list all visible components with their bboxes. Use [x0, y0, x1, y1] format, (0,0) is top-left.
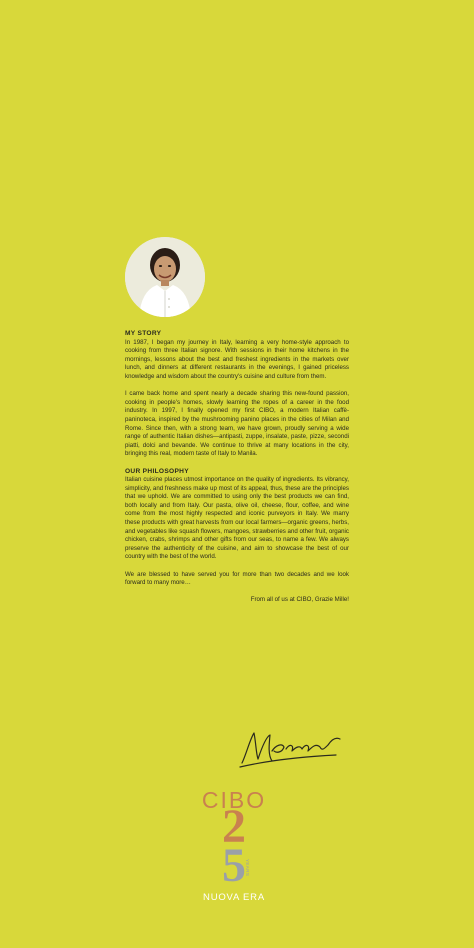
logo-tagline: NUOVA ERA [203, 892, 265, 903]
logo-years-text: YEARS [245, 859, 250, 877]
letter-body [125, 330, 349, 605]
chef-portrait-image [125, 237, 205, 317]
signoff-line: From all of us at CIBO, Grazie Mille! [250, 596, 349, 604]
our-philosophy-heading: OUR PHILOSOPHY [125, 467, 189, 475]
cibo-25-logo [198, 787, 270, 907]
logo-brand-text: CIBO [201, 787, 267, 813]
our-philosophy-paragraph-1: Italian cuisine places utmost importance on the quality of ingredients. Its vibrancy, simplicity, and freshness make up most of its appeal, thus, these are the principles that we uphold. We are committed to using only the best products we can find, both locally and from Italy. Our pasta, olive oil, cheese, flour, coffee, and wine come from the most highly respected and iconic purveyors in Italy. We marry these products with great harvests from our local farmers—organic greens, herbs, and vegetables like squash flowers, mangoes, strawberries and other fruit, organic chicken, crabs, shrimps and other gifts from our seas, to name a few. We always preserve the authenticity of the cuisine, and aim to showcase the best of our country with the best of the world. [125, 476, 349, 561]
my-story-paragraph-2: I came back home and spent nearly a decade sharing this new-found passion, cooking in people's homes, slowly learning the ropes of a career in the food industry. In 1997, I finally opened my first CIBO, a modern Italian caffè-paninoteca, inspired by the mushrooming panino places in the cities of Milan and Rome. Since then, with a strong team, we have grown, proudly serving a wide range of authentic Italian dishes—antipasti, zuppe, insalate, paste, pizze, secondi piatti, dolci and bevande. We continue to thrive at many locations in the city, bringing this real, modern taste of Italy to Manila. [125, 390, 349, 458]
logo-digit-five: 5 [222, 839, 246, 892]
our-philosophy-paragraph-2: We are blessed to have served you for more than two decades and we look forward to many more… [125, 570, 349, 587]
handwritten-signature [236, 725, 346, 769]
logo-digit-two: 2 [222, 800, 246, 853]
chef-portrait [125, 237, 205, 317]
my-story-paragraph-1: In 1987, I began my journey in Italy, learning a very home-style approach to cooking from three Italian signore. With sessions in their home kitchens in the mornings, lessons about the best and freshest ingredients in the markets over lunch, and dinners at different restaurants in the evenings, I gained priceless knowledge and wisdom about the country's cuisine and culture from them. [125, 338, 349, 380]
signature-icon [236, 725, 346, 769]
my-story-heading: MY STORY [125, 330, 162, 337]
